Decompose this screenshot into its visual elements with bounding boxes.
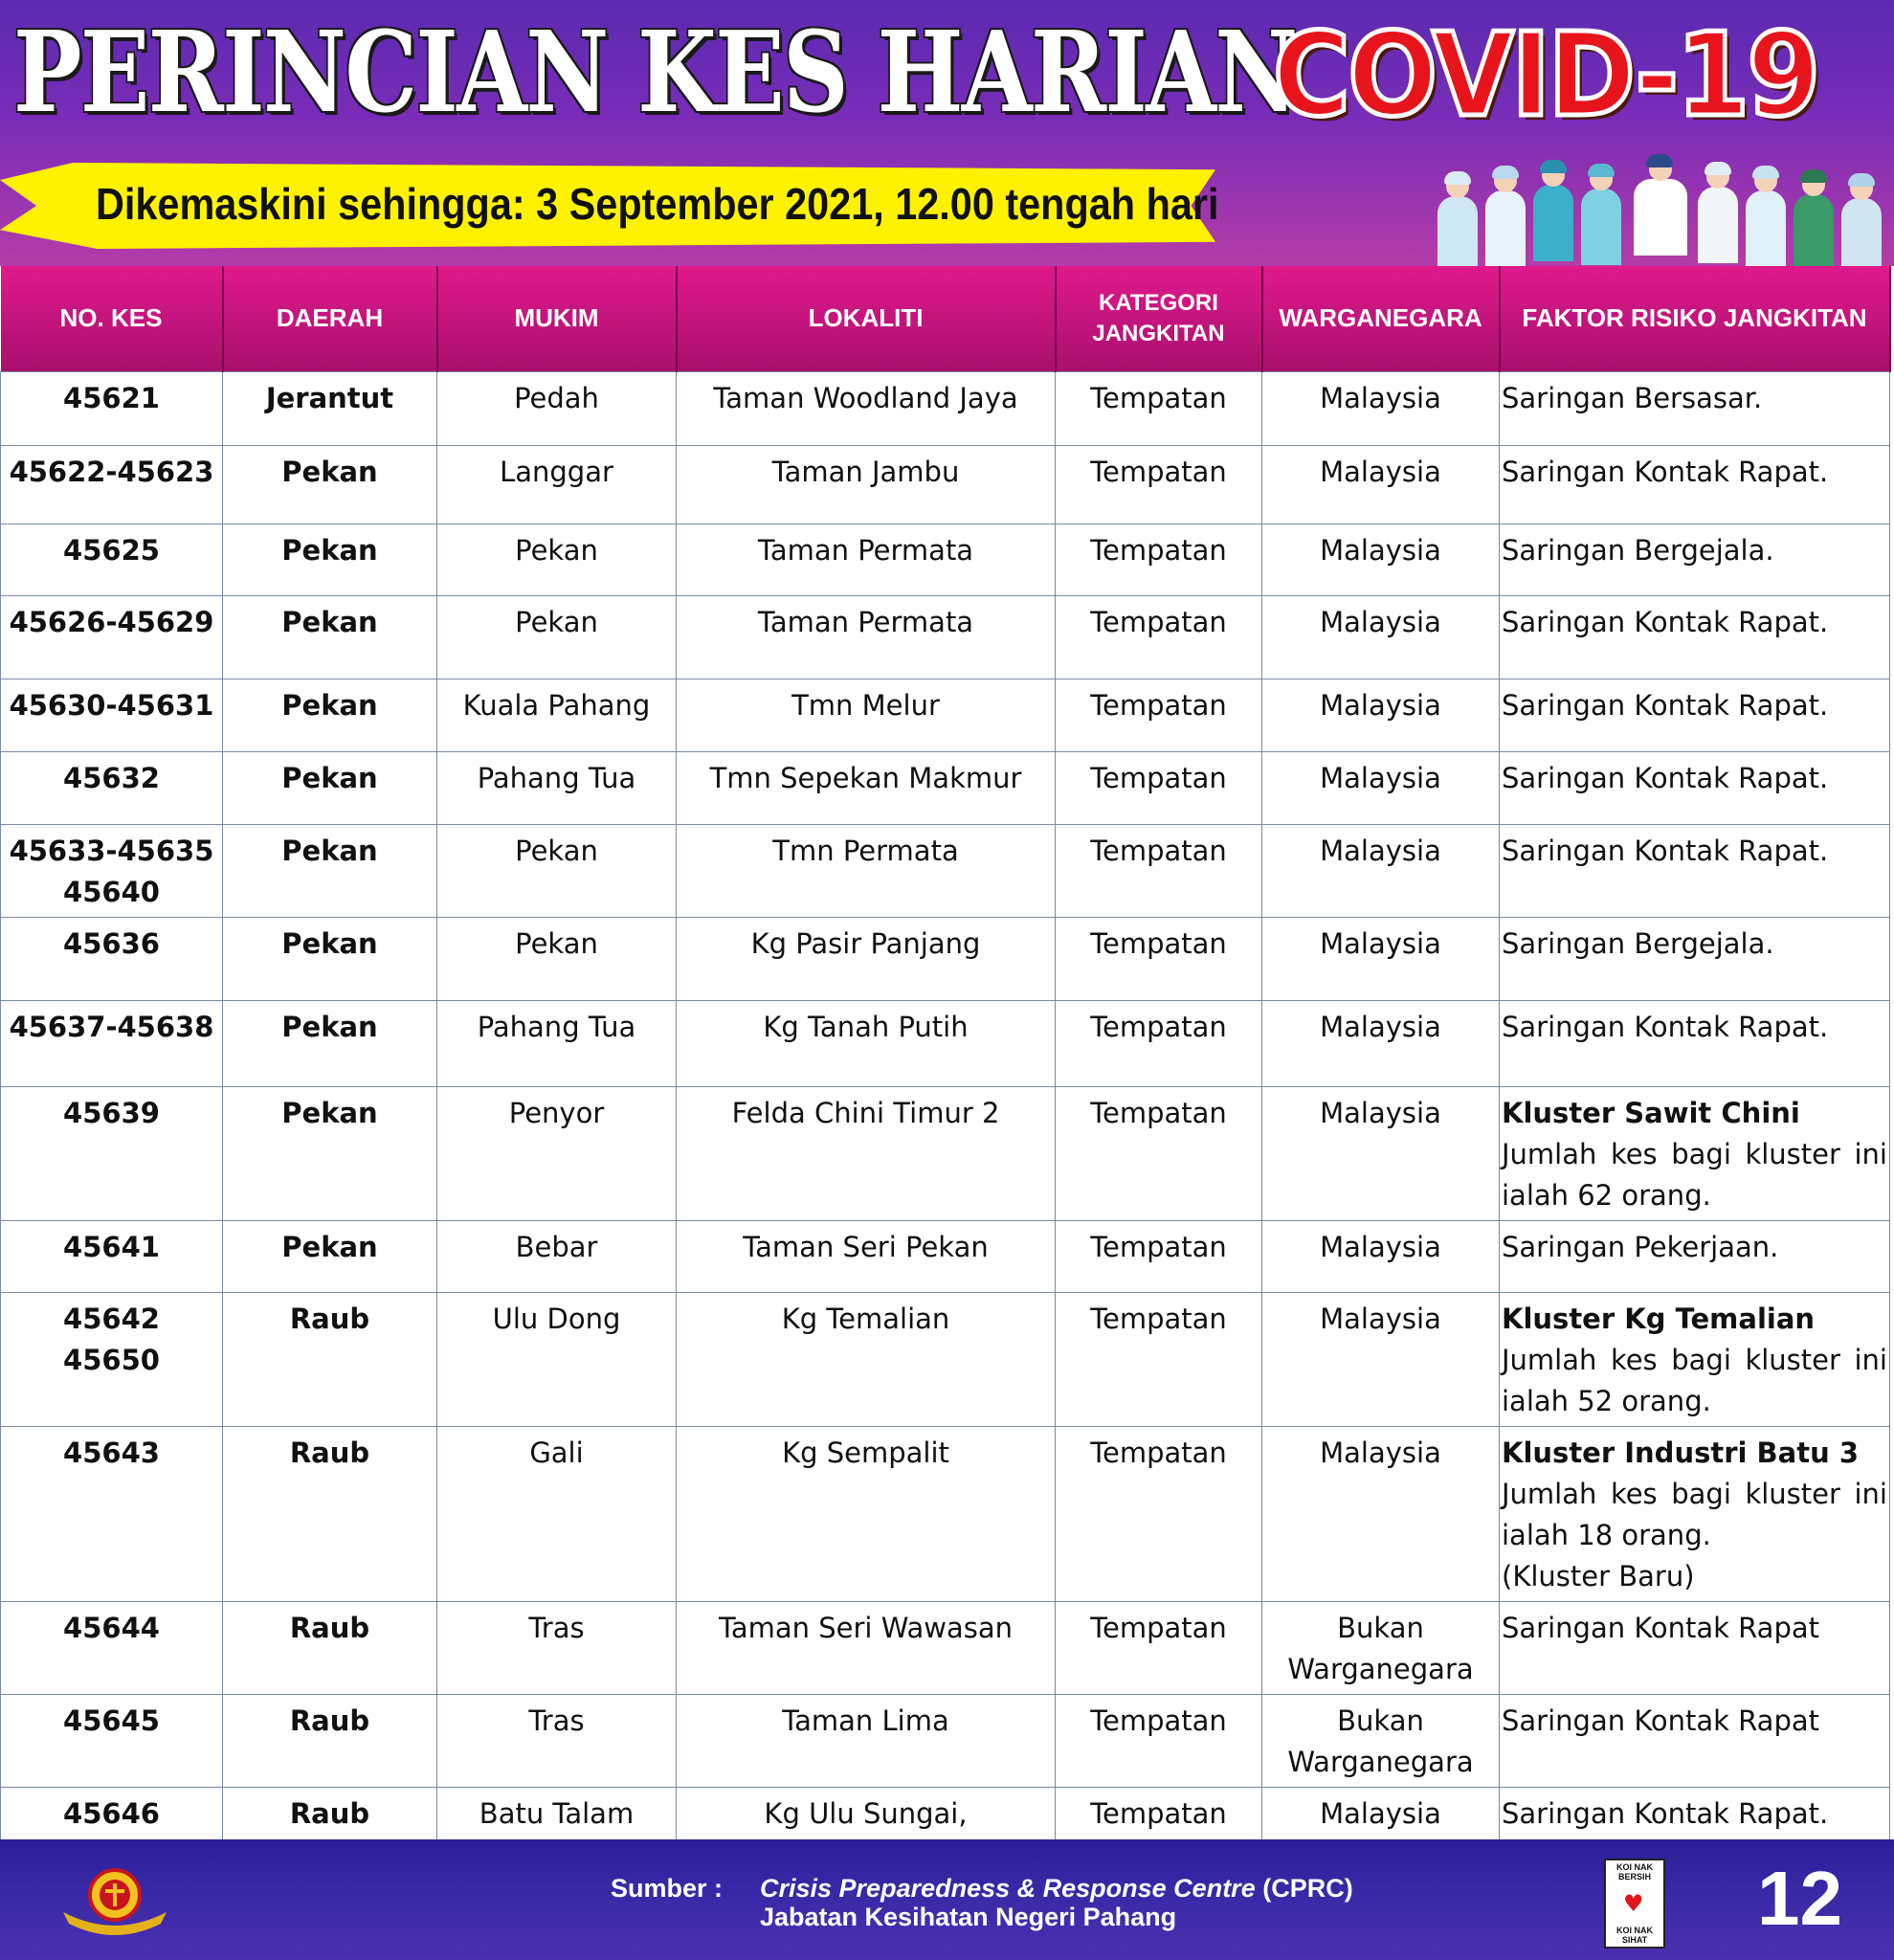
table-row	[1, 1695, 1890, 1788]
cell-kategori: Tempatan	[1056, 1602, 1262, 1695]
col-header-kategori: KATEGORI JANGKITAN	[1056, 266, 1262, 372]
lokaliti-line: Tmn Melur	[791, 689, 940, 722]
cell-no-kes	[1, 372, 223, 446]
case-number: 45636	[63, 927, 160, 960]
cell-mukim: Tras	[437, 1602, 677, 1695]
warganegara-line: Warganegara	[1287, 1746, 1474, 1778]
col-header-lokaliti: LOKALITI	[677, 266, 1056, 372]
cell-no-kes	[1, 446, 223, 524]
lokaliti-line: Taman Seri Pekan	[743, 1231, 989, 1263]
page-title: PERINCIAN KES HARIAN	[13, 8, 1297, 138]
cell-kategori: Tempatan	[1056, 1427, 1262, 1602]
cell-mukim: Kuala Pahang	[437, 679, 677, 752]
cell-lokaliti	[677, 1293, 1056, 1427]
cell-kategori: Tempatan	[1056, 1293, 1262, 1427]
cell-lokaliti	[677, 1001, 1056, 1087]
table-row	[1, 1602, 1890, 1695]
cell-lokaliti	[677, 524, 1056, 596]
update-date: Dikemaskini sehingga: 3 September 2021, 12.00 tengah hari	[96, 179, 1219, 229]
cell-daerah: Jerantut	[223, 372, 437, 446]
medical-staff-icon	[1436, 158, 1885, 263]
case-number: 45644	[63, 1612, 160, 1644]
cell-kategori: Tempatan	[1056, 679, 1262, 752]
cell-lokaliti	[677, 825, 1056, 918]
cell-mukim: Pekan	[437, 596, 677, 679]
table-row	[1, 1001, 1890, 1087]
table-row	[1, 524, 1890, 596]
cell-kategori: Tempatan	[1056, 918, 1262, 1001]
lokaliti-line: Felda Chini Timur 2	[731, 1097, 1000, 1129]
cell-mukim: Pahang Tua	[437, 752, 677, 825]
cell-warganegara	[1262, 524, 1500, 596]
cell-faktor-risiko	[1500, 1427, 1890, 1602]
cell-no-kes	[1, 1602, 223, 1695]
cell-daerah: Pekan	[223, 918, 437, 1001]
table-row	[1, 825, 1890, 918]
cell-mukim: Ulu Dong	[437, 1293, 677, 1427]
lokaliti-line: Taman Jambu	[771, 456, 960, 488]
cell-daerah: Pekan	[223, 446, 437, 524]
cell-mukim: Pedah	[437, 372, 677, 446]
faktor-line: Saringan Kontak Rapat.	[1502, 1011, 1829, 1043]
cell-warganegara	[1262, 1221, 1500, 1293]
lokaliti-line: Taman Lima	[782, 1704, 949, 1737]
col-header-no-kes: NO. KES	[1, 266, 223, 372]
cluster-total-text: Jumlah kes bagi kluster ini	[1502, 1478, 1887, 1510]
cell-daerah: Pekan	[223, 752, 437, 825]
cell-kategori: Tempatan	[1056, 1221, 1262, 1293]
case-number: 45646	[63, 1797, 160, 1830]
cell-kategori: Tempatan	[1056, 596, 1262, 679]
cell-warganegara	[1262, 446, 1500, 524]
faktor-line: ialah 18 orang.	[1502, 1519, 1711, 1551]
cell-daerah: Pekan	[223, 596, 437, 679]
cell-faktor-risiko	[1500, 918, 1890, 1001]
warganegara-line: Malaysia	[1320, 1797, 1441, 1830]
cell-lokaliti	[677, 372, 1056, 446]
lokaliti-line: Taman Permata	[757, 606, 974, 638]
cell-daerah: Pekan	[223, 1001, 437, 1087]
cell-faktor-risiko	[1500, 372, 1890, 446]
cell-mukim: Langgar	[437, 446, 677, 524]
cell-faktor-risiko	[1500, 1293, 1890, 1427]
case-number: 45650	[63, 1344, 160, 1376]
heart-icon: ♥	[1623, 1890, 1644, 1917]
cell-daerah: Pekan	[223, 679, 437, 752]
warganegara-line: Malaysia	[1320, 762, 1441, 794]
lokaliti-line: Kg Tanah Putih	[763, 1011, 969, 1043]
lokaliti-line: Taman Seri Wawasan	[718, 1612, 1014, 1644]
cell-lokaliti	[677, 596, 1056, 679]
case-table	[0, 266, 1891, 1881]
case-number: 45633-45635	[9, 835, 214, 867]
cell-mukim: Gali	[437, 1427, 677, 1602]
table-row	[1, 372, 1890, 446]
cell-daerah: Pekan	[223, 1087, 437, 1221]
faktor-line: Saringan Kontak Rapat.	[1502, 835, 1829, 867]
cell-kategori: Tempatan	[1056, 446, 1262, 524]
col-header-warganegara: WARGANEGARA	[1262, 266, 1500, 372]
footer	[0, 1839, 1894, 1960]
table-body	[1, 372, 1890, 1881]
cell-no-kes	[1, 752, 223, 825]
lokaliti-line: Kg Sempalit	[782, 1437, 949, 1469]
warganegara-line: Malaysia	[1320, 927, 1441, 960]
cell-warganegara	[1262, 918, 1500, 1001]
table-header-row	[1, 266, 1890, 372]
case-number: 45622-45623	[9, 456, 214, 488]
cell-daerah: Pekan	[223, 825, 437, 918]
cluster-name: Kluster Industri Batu 3	[1502, 1437, 1860, 1469]
lokaliti-line: Taman Permata	[757, 534, 974, 567]
source-department: Jabatan Kesihatan Negeri Pahang	[760, 1903, 1177, 1931]
cell-no-kes	[1, 1293, 223, 1427]
faktor-line: Saringan Kontak Rapat.	[1502, 456, 1829, 488]
faktor-line: Saringan Kontak Rapat	[1502, 1704, 1819, 1737]
cell-faktor-risiko	[1500, 1087, 1890, 1221]
page-number: 12	[1757, 1856, 1842, 1941]
warganegara-line: Warganegara	[1287, 1653, 1474, 1685]
warganegara-line: Malaysia	[1320, 606, 1441, 638]
warganegara-line: Bukan	[1337, 1612, 1424, 1644]
cell-mukim: Pekan	[437, 524, 677, 596]
cell-kategori: Tempatan	[1056, 752, 1262, 825]
cell-kategori: Tempatan	[1056, 1788, 1262, 1881]
faktor-line: Saringan Kontak Rapat.	[1502, 689, 1829, 722]
cell-warganegara	[1262, 825, 1500, 918]
cell-faktor-risiko	[1500, 825, 1890, 918]
col-header-daerah: DAERAH	[223, 266, 437, 372]
cell-faktor-risiko	[1500, 446, 1890, 524]
case-number: 45641	[63, 1231, 160, 1263]
cell-mukim: Tras	[437, 1695, 677, 1788]
cell-faktor-risiko	[1500, 524, 1890, 596]
faktor-line: Saringan Kontak Rapat.	[1502, 1797, 1829, 1830]
case-number: 45621	[63, 382, 160, 414]
lokaliti-line: Taman Woodland Jaya	[713, 382, 1018, 414]
cell-mukim: Penyor	[437, 1087, 677, 1221]
cluster-name: Kluster Sawit Chini	[1502, 1097, 1800, 1129]
case-number: 45645	[63, 1704, 160, 1737]
faktor-line: Saringan Kontak Rapat	[1502, 1612, 1819, 1644]
cell-warganegara	[1262, 679, 1500, 752]
case-number: 45640	[63, 876, 160, 908]
case-number: 45642	[63, 1303, 160, 1335]
faktor-line: Saringan Kontak Rapat.	[1502, 762, 1829, 794]
cell-faktor-risiko	[1500, 1001, 1890, 1087]
jkn-logo-icon	[56, 1862, 174, 1939]
cell-lokaliti	[677, 1427, 1056, 1602]
warganegara-line: Malaysia	[1320, 1231, 1441, 1263]
col-header-mukim: MUKIM	[437, 266, 677, 372]
table-row	[1, 752, 1890, 825]
warganegara-line: Malaysia	[1320, 534, 1441, 567]
cell-daerah: Raub	[223, 1788, 437, 1881]
koi-nak-bersih-badge-icon	[1604, 1859, 1665, 1949]
covid-title: COVID-19	[1273, 10, 1818, 143]
warganegara-line: Malaysia	[1320, 1437, 1441, 1469]
case-number: 45626-45629	[9, 606, 214, 638]
cell-no-kes	[1, 825, 223, 918]
cell-warganegara	[1262, 1695, 1500, 1788]
table-row	[1, 918, 1890, 1001]
case-number: 45643	[63, 1437, 160, 1469]
faktor-line: Saringan Kontak Rapat.	[1502, 606, 1829, 638]
case-number: 45639	[63, 1097, 160, 1129]
faktor-line: Saringan Pekerjaan.	[1502, 1231, 1779, 1263]
header	[0, 0, 1894, 266]
cell-warganegara	[1262, 752, 1500, 825]
cell-daerah: Raub	[223, 1427, 437, 1602]
cell-kategori: Tempatan	[1056, 524, 1262, 596]
cell-no-kes	[1, 918, 223, 1001]
table-row	[1, 1427, 1890, 1602]
case-table-container	[0, 266, 1889, 1881]
cell-warganegara	[1262, 1087, 1500, 1221]
cell-warganegara	[1262, 1602, 1500, 1695]
cell-warganegara	[1262, 596, 1500, 679]
source-organization	[760, 1874, 1353, 1904]
lokaliti-line: Tmn Sepekan Makmur	[709, 762, 1022, 794]
koi-badge-top-text: KOI NAK BERSIH	[1616, 1862, 1653, 1882]
cell-daerah: Pekan	[223, 1221, 437, 1293]
table-row	[1, 679, 1890, 752]
case-number: 45637-45638	[9, 1011, 214, 1043]
cell-daerah: Raub	[223, 1293, 437, 1427]
cell-kategori: Tempatan	[1056, 1087, 1262, 1221]
cell-faktor-risiko	[1500, 1602, 1890, 1695]
cell-lokaliti	[677, 1221, 1056, 1293]
case-number: 45632	[63, 762, 160, 794]
cell-kategori: Tempatan	[1056, 825, 1262, 918]
cell-kategori: Tempatan	[1056, 1695, 1262, 1788]
cell-no-kes	[1, 1695, 223, 1788]
cell-no-kes	[1, 596, 223, 679]
warganegara-line: Malaysia	[1320, 456, 1441, 488]
cell-no-kes	[1, 524, 223, 596]
source-organization-name: Crisis Preparedness & Response Centre	[760, 1874, 1256, 1903]
cell-no-kes	[1, 1427, 223, 1602]
warganegara-line: Malaysia	[1320, 382, 1441, 414]
cluster-name: Kluster Kg Temalian	[1502, 1303, 1816, 1335]
warganegara-line: Malaysia	[1320, 689, 1441, 722]
cell-warganegara	[1262, 1293, 1500, 1427]
faktor-line: Saringan Bergejala.	[1502, 927, 1774, 960]
lokaliti-line: Tmn Permata	[772, 835, 959, 867]
cell-daerah: Pekan	[223, 524, 437, 596]
table-row	[1, 1221, 1890, 1293]
cell-faktor-risiko	[1500, 1695, 1890, 1788]
cell-kategori: Tempatan	[1056, 372, 1262, 446]
warganegara-line: Bukan	[1337, 1704, 1424, 1737]
warganegara-line: Malaysia	[1320, 835, 1441, 867]
cell-lokaliti	[677, 752, 1056, 825]
cell-mukim: Pekan	[437, 825, 677, 918]
cell-mukim: Pekan	[437, 918, 677, 1001]
col-header-faktor: FAKTOR RISIKO JANGKITAN	[1500, 266, 1890, 372]
cell-faktor-risiko	[1500, 596, 1890, 679]
cell-lokaliti	[677, 446, 1056, 524]
warganegara-line: Malaysia	[1320, 1011, 1441, 1043]
cell-faktor-risiko	[1500, 1221, 1890, 1293]
cell-kategori: Tempatan	[1056, 1001, 1262, 1087]
cell-warganegara	[1262, 372, 1500, 446]
case-number: 45625	[63, 534, 160, 567]
cell-lokaliti	[677, 679, 1056, 752]
cluster-total-text: Jumlah kes bagi kluster ini	[1502, 1138, 1887, 1170]
lokaliti-line: Kg Temalian	[781, 1303, 950, 1335]
lokaliti-line: Kg Ulu Sungai,	[764, 1797, 968, 1830]
cell-lokaliti	[677, 1695, 1056, 1788]
table-row	[1, 596, 1890, 679]
source-label: Sumber :	[611, 1874, 724, 1903]
cell-no-kes	[1, 1221, 223, 1293]
faktor-line: ialah 62 orang.	[1502, 1179, 1711, 1212]
koi-badge-bottom-text: KOI NAK SIHAT	[1616, 1926, 1653, 1945]
warganegara-line: Malaysia	[1320, 1303, 1441, 1335]
cell-no-kes	[1, 1001, 223, 1087]
cell-daerah: Raub	[223, 1695, 437, 1788]
cell-lokaliti	[677, 1087, 1056, 1221]
source-organization-abbr: (CPRC)	[1255, 1874, 1353, 1903]
case-number: 45630-45631	[9, 689, 214, 722]
faktor-line: Saringan Bersasar.	[1502, 382, 1763, 414]
faktor-line: ialah 52 orang.	[1502, 1385, 1711, 1417]
cell-mukim: Bebar	[437, 1221, 677, 1293]
cell-mukim: Pahang Tua	[437, 1001, 677, 1087]
cell-daerah: Raub	[223, 1602, 437, 1695]
cell-lokaliti	[677, 918, 1056, 1001]
cell-faktor-risiko	[1500, 752, 1890, 825]
cell-warganegara	[1262, 1427, 1500, 1602]
table-row	[1, 1087, 1890, 1221]
faktor-line: (Kluster Baru)	[1502, 1560, 1695, 1592]
faktor-line: Saringan Bergejala.	[1502, 534, 1774, 567]
cell-no-kes	[1, 1087, 223, 1221]
cell-lokaliti	[677, 1602, 1056, 1695]
lokaliti-line: Kg Pasir Panjang	[750, 927, 981, 960]
cell-mukim: Batu Talam	[437, 1788, 677, 1881]
cell-warganegara	[1262, 1001, 1500, 1087]
cell-no-kes	[1, 679, 223, 752]
table-row	[1, 1293, 1890, 1427]
cell-faktor-risiko	[1500, 679, 1890, 752]
cluster-total-text: Jumlah kes bagi kluster ini	[1502, 1344, 1887, 1376]
table-row	[1, 446, 1890, 524]
warganegara-line: Malaysia	[1320, 1097, 1441, 1129]
